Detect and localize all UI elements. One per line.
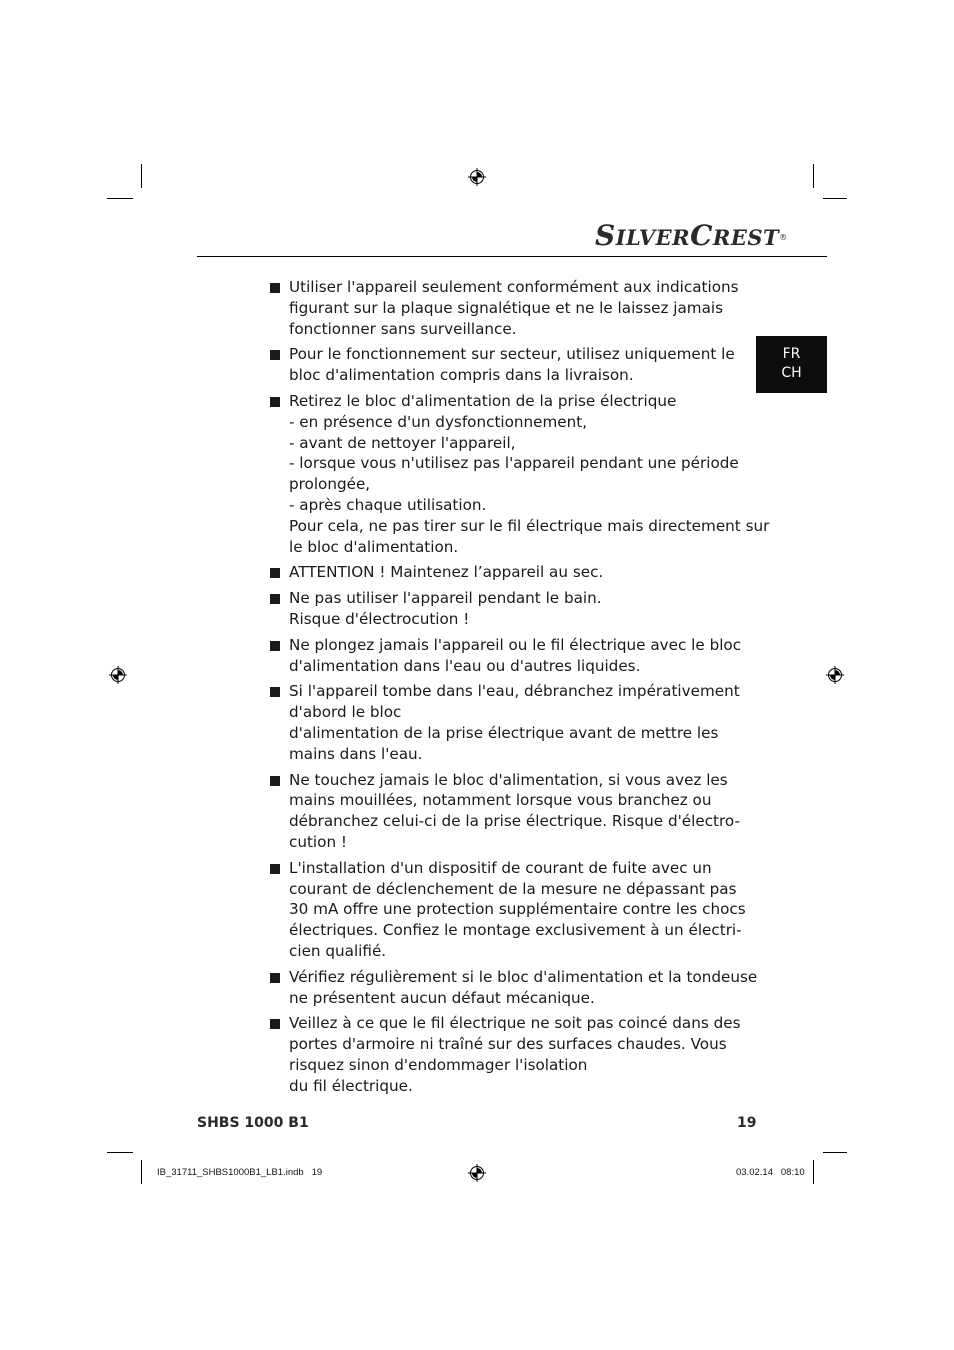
square-bullet-icon (270, 641, 280, 651)
list-item-line: - après chaque utilisation. (289, 495, 487, 514)
crop-mark (107, 1152, 133, 1153)
list-item (270, 588, 740, 630)
list-item-line: L'installation d'un dispositif de courant de fuite avec un (289, 858, 712, 877)
list-item (270, 635, 740, 677)
list-item (270, 1013, 740, 1096)
list-item-line: fonctionner sans surveillance. (289, 319, 517, 338)
print-slug-date: 03.02.14 08:10 (736, 1167, 805, 1178)
brand-logo-cap: C (690, 219, 713, 252)
list-item-line: Ne pas utiliser l'appareil pendant le bain. (289, 589, 602, 608)
list-item-line: Risque d'électrocution ! (289, 609, 470, 628)
list-item-line: Si l'appareil tombe dans l'eau, débranchez impérativement (289, 682, 740, 701)
list-item-line: ne présentent aucun défaut mécanique. (289, 988, 595, 1007)
square-bullet-icon (270, 397, 280, 407)
country-code: CH (781, 365, 802, 381)
square-bullet-icon (270, 568, 280, 578)
list-item-line: Ne plongez jamais l'appareil ou le fil électrique avec le bloc (289, 635, 742, 654)
list-item-line: ATTENTION ! Maintenez l’appareil au sec. (289, 563, 604, 582)
print-slug-file: IB_31711_SHBS1000B1_LB1.indb 19 (157, 1167, 323, 1178)
list-item-line: débranchez celui-ci de la prise électrique. Risque d'électro- (289, 812, 740, 831)
list-item (270, 681, 740, 764)
registered-mark: ® (779, 233, 788, 242)
list-item (270, 562, 740, 583)
registration-mark-icon (468, 1164, 486, 1182)
list-item-line: figurant sur la plaque signalétique et ne le laissez jamais (289, 298, 724, 317)
square-bullet-icon (270, 687, 280, 697)
registration-mark-icon (826, 666, 844, 684)
list-item-line: Utiliser l'appareil seulement conformément aux indications (289, 278, 739, 296)
list-item-line: cution ! (289, 832, 347, 851)
list-item-line: risquez sinon d'endommager l'isolation (289, 1055, 588, 1074)
list-item-line: Ne touchez jamais le bloc d'alimentation, si vous avez les (289, 770, 728, 789)
crop-mark (141, 1160, 142, 1184)
crop-mark (141, 164, 142, 188)
list-item (270, 967, 758, 1009)
page-number: 19 (737, 1115, 757, 1131)
square-bullet-icon (270, 594, 280, 604)
list-item (270, 770, 740, 853)
crop-mark (107, 198, 133, 199)
list-item-line: mains mouillées, notamment lorsque vous branchez ou (289, 791, 712, 810)
list-item-line: du fil électrique. (289, 1076, 413, 1095)
list-item-line: mains dans l'eau. (289, 744, 423, 763)
header-rule (197, 256, 827, 257)
list-item-line: Pour le fonctionnement sur secteur, utilisez uniquement le (289, 345, 735, 364)
safety-instructions-list (270, 277, 770, 1101)
square-bullet-icon (270, 283, 280, 293)
list-item (270, 858, 746, 962)
list-item-line: le bloc d'alimentation. (289, 537, 459, 556)
crop-mark (813, 164, 814, 188)
list-item-line: - en présence d'un dysfonctionnement, (289, 412, 588, 431)
registration-mark-icon (109, 666, 127, 684)
list-item-line: d'abord le bloc (289, 703, 402, 722)
brand-logo-cap: S (595, 219, 616, 252)
list-item-line: - avant de nettoyer l'appareil, (289, 433, 516, 452)
list-item-line: bloc d'alimentation compris dans la livraison. (289, 366, 634, 385)
list-item-line: cien qualifié. (289, 941, 387, 960)
list-item-line: Pour cela, ne pas tirer sur le fil électrique mais directement sur (289, 516, 770, 535)
brand-logo-text: REST (712, 225, 780, 250)
list-item-line: Vérifiez régulièrement si le bloc d'alimentation et la tondeuse (289, 967, 758, 986)
language-tab (756, 336, 827, 393)
language-code: FR (782, 346, 801, 362)
list-item-line: Veillez à ce que le fil électrique ne soit pas coincé dans des (289, 1014, 741, 1033)
brand-logo-text: ILVER (615, 225, 691, 250)
list-item-line: prolongée, (289, 475, 371, 494)
crop-mark (823, 198, 847, 199)
list-item-line: 30 mA offre une protection supplémentaire contre les chocs (289, 900, 746, 919)
list-item-line: portes d'armoire ni traîné sur des surfaces chaudes. Vous (289, 1035, 727, 1054)
registration-mark-icon (468, 168, 486, 186)
square-bullet-icon (270, 973, 280, 983)
square-bullet-icon (270, 1019, 280, 1029)
brand-logo (595, 221, 788, 251)
crop-mark (823, 1152, 847, 1153)
list-item (270, 277, 740, 339)
list-item-line: - lorsque vous n'utilisez pas l'appareil pendant une période (289, 454, 739, 473)
list-item-line: électriques. Confiez le montage exclusivement à un électri- (289, 921, 742, 940)
model-number: SHBS 1000 B1 (197, 1115, 309, 1131)
crop-mark (813, 1160, 814, 1184)
list-item-line: d'alimentation de la prise électrique avant de mettre les (289, 723, 719, 742)
list-item-line: d'alimentation dans l'eau ou d'autres liquides. (289, 656, 641, 675)
list-item-line: Retirez le bloc d'alimentation de la prise électrique (289, 391, 677, 410)
list-item (270, 391, 770, 557)
square-bullet-icon (270, 864, 280, 874)
square-bullet-icon (270, 776, 280, 786)
list-item (270, 344, 740, 386)
list-item-line: courant de déclenchement de la mesure ne dépassant pas (289, 879, 737, 898)
square-bullet-icon (270, 350, 280, 360)
